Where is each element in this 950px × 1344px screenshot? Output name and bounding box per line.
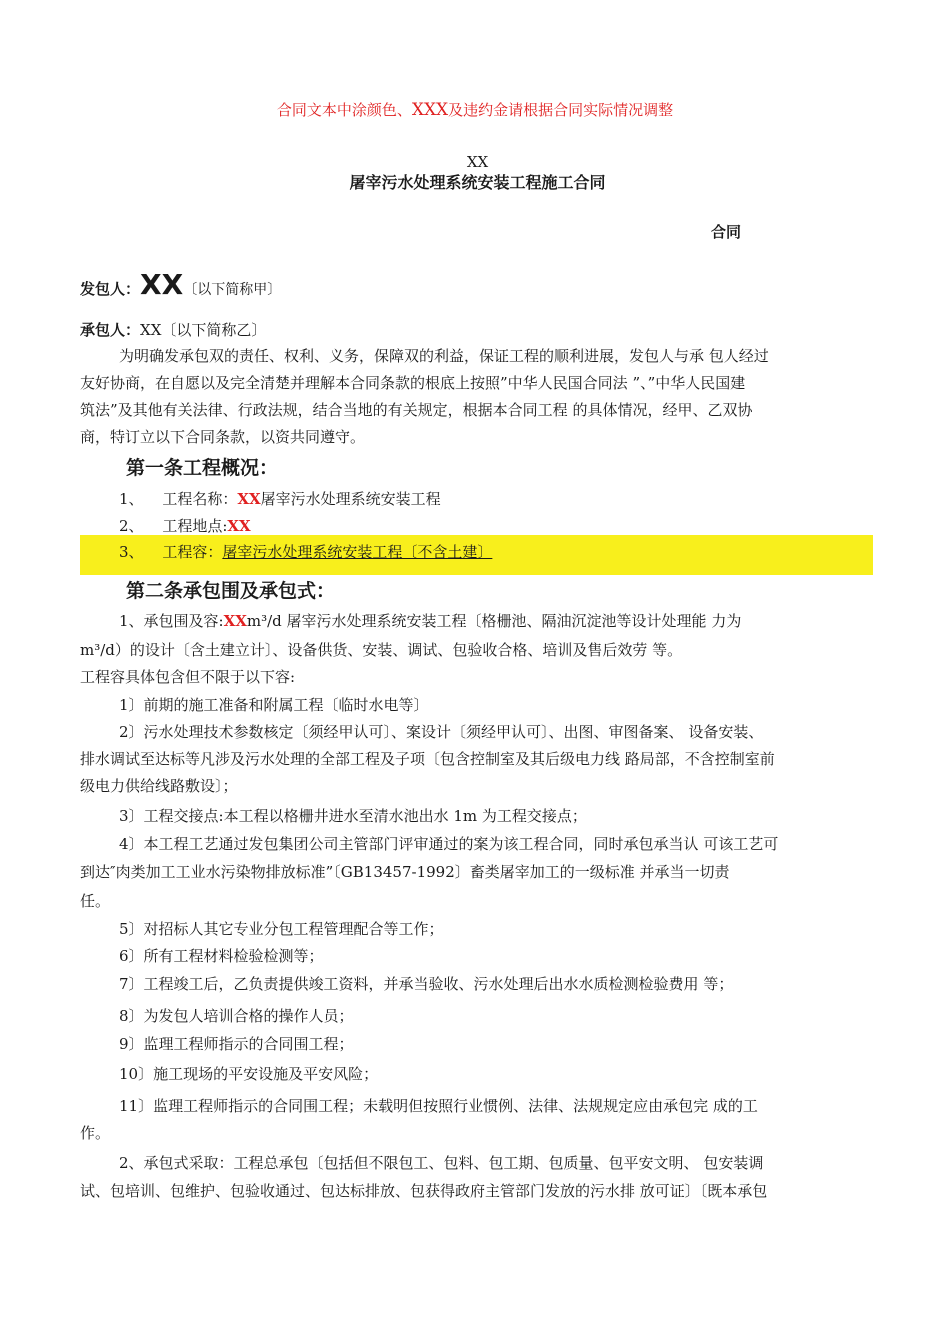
scope-line-1: [119, 611, 741, 631]
scope-item-3: 3〕工程交接点:本工程以格栅井进水至清水池出水 1m 为工程交接点；: [119, 807, 587, 825]
scope-item-1: 1〕前期的施工准备和附属工程〔临时水电等〕: [119, 696, 429, 714]
item-label: 工程容：: [162, 543, 223, 561]
title-xx: XX: [466, 153, 489, 171]
item-text: 屠宰污水处理系统安装工程: [260, 490, 441, 508]
employer-note: 〔以下简称甲〕: [183, 282, 282, 298]
scope-item-9: 9〕监理工程师指示的合同围工程；: [119, 1035, 354, 1053]
article1-item-2: [119, 516, 251, 536]
scope-item-8: 8〕为发包人培训合格的操作人员；: [119, 1007, 354, 1025]
item-number: 1、: [119, 490, 144, 508]
contract-mode-line-1: 2、承包式采取：工程总承包〔包括但不限包工、包料、包工期、包质量、包平安文明、 包安装调: [119, 1154, 764, 1172]
item-label: 工程地点:: [162, 517, 228, 535]
scope-item-7: 7〕工程竣工后，乙负责提供竣工资料，并承当验收、污水处理后出水水质检测检验费用 等；: [119, 975, 734, 993]
contract-mode-line-2: 试、包培训、包维护、包验收通过、包达标排放、包获得政府主管部门发放的污水排 放可证〕〔既本承包: [80, 1182, 768, 1200]
scope-item-2-line-1: 2〕污水处理技术参数核定〔须经甲认可〕、案设计〔须经甲认可〕、出图、审图备案、 设备安装、: [119, 723, 764, 741]
scope-red-value: XX: [223, 612, 247, 630]
preamble-line-2: 友好协商，在自愿以及完全清楚并理解本合同条款的根底上按照”中华人民国合同法 ”、”中华人民国建: [80, 374, 746, 392]
scope-item-4-line-3: 任。: [80, 892, 111, 910]
scope-item-11-line-2: 作。: [80, 1124, 111, 1142]
contractor-note: 〔以下简称乙〕: [161, 321, 267, 339]
item-red-value: XX: [237, 490, 261, 508]
employer-line: [80, 270, 281, 305]
item-number: 3、: [119, 543, 144, 561]
article1-item-3: [119, 542, 492, 562]
article1-item-1: [119, 489, 441, 509]
item-number: 2、: [119, 517, 144, 535]
scope-line-2: m³/d）的设计〔含土建立计〕、设备供货、安装、调试、包验收合格、培训及售后效劳 等。: [80, 641, 683, 659]
contractor-label: 承包人：: [80, 321, 141, 339]
item-text: 屠宰污水处理系统安装工程〔不含土建〕: [222, 543, 493, 561]
scope-item-6: 6〕所有工程材料检验检测等；: [119, 947, 324, 965]
scope-text: m³/d 屠宰污水处理系统安装工程〔格栅池、隔油沉淀池等设计处理能 力为: [246, 612, 742, 630]
article1-heading: 第一条工程概况：: [126, 457, 279, 479]
scope-item-11-line-1: 11〕监理工程师指示的合同围工程；未载明但按照行业惯例、法律、法规规定应由承包完 成的工: [119, 1097, 758, 1115]
notice-text-1: 合同文本中涂颜色、: [276, 101, 412, 119]
item-red-value: XX: [227, 517, 251, 535]
scope-label: 1、承包围及容:: [119, 612, 224, 630]
preamble-line-1: 为明确发承包双的责任、权利、义务，保障双的利益，保证工程的顺利进展，发包人与承 包人经过: [119, 347, 769, 365]
scope-item-4-line-2: 到达″肉类加工工业水污染物排放标准”〔GB13457-1992〕畜类屠宰加工的一级标准 并承当一切责: [80, 863, 730, 881]
scope-line-3: 工程容具体包含但不限于以下容:: [80, 668, 296, 686]
notice-text-2: 及违约金请根据合同实际情况调整: [448, 101, 674, 119]
scope-item-5: 5〕对招标人其它专业分包工程管理配合等工作；: [119, 920, 444, 938]
contractor-name: XX: [140, 321, 162, 339]
preamble-line-3: 筑法”及其他有关法律、行政法规，结合当地的有关规定，根据本合同工程 的具体情况，经甲、乙双协: [80, 401, 753, 419]
preamble-line-4: 商，特订立以下合同条款，以资共同遵守。: [80, 428, 366, 446]
contract-title: 屠宰污水处理系统安装工程施工合同: [349, 173, 606, 192]
contractor-line: [80, 320, 266, 340]
notice-xxx: XXX: [411, 100, 449, 120]
scope-item-10: 10〕施工现场的平安设施及平安风险；: [119, 1065, 379, 1083]
employer-label: 发包人：: [80, 280, 141, 298]
scope-item-4-line-1: 4〕本工程工艺通过发包集团公司主管部门评审通过的案为该工程合同，同时承包承当认 可该工艺可: [119, 835, 779, 853]
item-label: 工程名称：: [162, 490, 238, 508]
contract-label: 合同: [711, 223, 742, 241]
scope-item-2-line-2: 排水调试至达标等凡涉及污水处理的全部工程及子项〔包含控制室及其后级电力线 路局部，不含控制室前: [80, 750, 775, 768]
employer-name: XX: [140, 268, 184, 301]
scope-item-2-line-3: 级电力供给线路敷设〕；: [80, 777, 238, 795]
color-notice: [0, 100, 950, 120]
article2-heading: 第二条承包围及承包式：: [126, 580, 336, 602]
